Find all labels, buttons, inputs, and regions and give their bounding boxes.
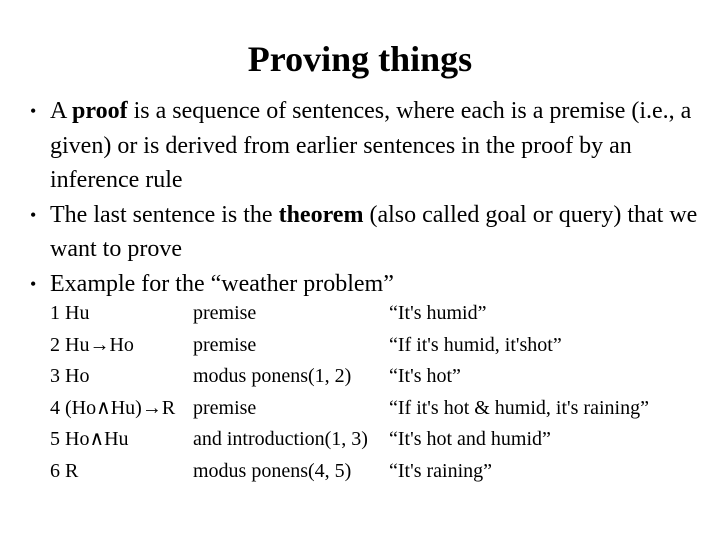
- proof-meaning: “If it's humid, it'shot”: [389, 333, 562, 356]
- proof-rule: premise: [193, 333, 257, 356]
- bullet-theorem-definition: [30, 198, 700, 267]
- bullet-text-pre: Example for the “weather problem”: [50, 270, 394, 297]
- proof-table: [50, 298, 649, 487]
- proof-step: 6 R: [50, 459, 79, 482]
- proof-row: [50, 424, 649, 456]
- proof-step: 1 Hu: [50, 302, 90, 324]
- proof-rule: premise: [193, 396, 257, 419]
- proof-step: 5 Ho∧Hu: [50, 428, 129, 450]
- proof-meaning: “It's humid”: [389, 302, 487, 324]
- proof-step: 4 (Ho∧Hu)→R: [50, 396, 176, 419]
- proof-meaning: “It's raining”: [389, 459, 493, 482]
- proof-meaning: “It's hot”: [389, 365, 461, 387]
- proof-rule: and introduction(1, 3): [193, 428, 368, 450]
- term-theorem: theorem: [278, 201, 364, 228]
- proof-row: [50, 330, 649, 362]
- proof-rule: premise: [193, 302, 257, 324]
- proof-row: [50, 298, 649, 330]
- proof-step: 2 Hu→Ho: [50, 333, 134, 356]
- bullet-list: [30, 94, 700, 301]
- slide-title: Proving things: [247, 39, 473, 79]
- bullet-marker: •: [30, 204, 37, 225]
- proof-rule: modus ponens(1, 2): [193, 365, 352, 387]
- bullet-text-post: (also called goal or query) that we want to prove: [50, 201, 698, 262]
- bullet-marker: •: [30, 273, 37, 294]
- proof-row: [50, 393, 649, 425]
- bullet-text-pre: A: [50, 98, 73, 124]
- bullet-proof-definition: [30, 94, 700, 198]
- bullet-text-post: is a sequence of sentences, where each is a premise (i.e., a given) or is derived from earlier sentences in the proof by an inference rule: [50, 98, 692, 193]
- proof-rule: modus ponens(4, 5): [193, 459, 352, 482]
- proof-meaning: “If it's hot & humid, it's raining”: [389, 396, 649, 419]
- proof-meaning: “It's hot and humid”: [389, 428, 551, 450]
- proof-row: [50, 361, 649, 393]
- proof-row: [50, 456, 649, 488]
- term-proof: proof: [72, 98, 128, 124]
- proof-step: 3 Ho: [50, 365, 90, 387]
- bullet-text-pre: The last sentence is the: [50, 201, 279, 228]
- bullet-marker: •: [30, 101, 37, 121]
- bullet-example: [30, 267, 700, 302]
